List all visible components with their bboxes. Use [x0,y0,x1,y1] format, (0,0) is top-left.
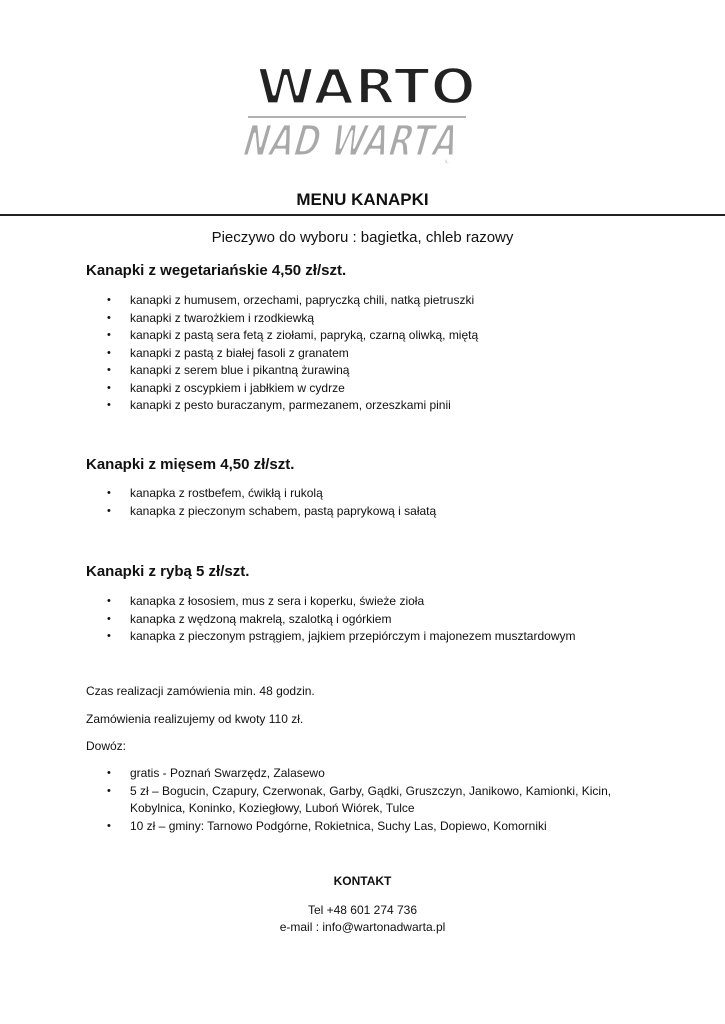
logo-top-text: WARTO [256,58,476,117]
list-item: • kanapka z pieczonym pstrągiem, jajkiem przepiórczym i majonezem musztardowym [0,628,620,646]
list-item: • kanapka z łososiem, mus z sera i koperku, świeże zioła [0,593,620,611]
contact-phone: Tel +48 601 274 736 [307,903,418,917]
section-title-meat: Kanapki z mięsem 4,50 zł/szt. [86,456,295,473]
vegetarian-list [0,292,620,415]
list-item: • kanapki z pastą z białej fasoli z granatem [0,345,620,363]
list-item: • 10 zł – gminy: Tarnowo Podgórne, Rokietnica, Suchy Las, Dopiewo, Komorniki [0,818,620,836]
section-title-fish: Kanapki z rybą 5 zł/szt. [86,563,250,580]
delivery-list [0,765,620,835]
list-item: • kanapka z pieczonym schabem, pastą paprykową i sałatą [0,503,620,521]
list-item: • gratis - Poznań Swarzędz, Zalasewo [0,765,620,783]
list-item: • kanapka z rostbefem, ćwikłą i rukolą [0,485,620,503]
list-item: • kanapki z humusem, orzechami, papryczką chili, natką pietruszki [0,292,620,310]
list-item: • kanapki z serem blue i pikantną żurawiną [0,362,620,380]
list-item: • kanapki z twarożkiem i rzodkiewką [0,310,620,328]
list-item: • kanapki z pesto buraczanym, parmezanem, orzeszkami pinii [0,397,620,415]
contact-email: e-mail : info@wartonadwarta.pl [279,920,446,934]
lead-time-note: Czas realizacji zamówienia min. 48 godzin. [86,684,315,698]
section-title-vegetarian: Kanapki z wegetariańskie 4,50 zł/szt. [86,262,347,279]
page-title: MENU KANAPKI [296,190,429,209]
list-item: • kanapki z oscypkiem i jabłkiem w cydrze [0,380,620,398]
list-item: • kanapki z pastą sera fetą z ziołami, papryką, czarną oliwką, miętą [0,327,620,345]
logo-bottom-text: NAD WARTĄ [236,114,551,167]
title-divider [0,214,725,216]
meat-list [0,485,620,520]
delivery-label: Dowóz: [86,739,127,753]
minimum-order-note: Zamówienia realizujemy od kwoty 110 zł. [86,712,304,726]
contact-title: KONTAKT [333,874,392,888]
warto-nad-warta-logo [236,54,551,167]
fish-list [0,593,620,646]
bread-choice-subtitle: Pieczywo do wyboru : bagietka, chleb razowy [211,229,514,246]
list-item: • 5 zł – Bogucin, Czapury, Czerwonak, Garby, Gądki, Gruszczyn, Janikowo, Kamionki, Kicin, Kobylnica, Koninko, Koziegłowy, Luboń Wiórek, Tulce [0,783,620,818]
list-item: • kanapka z wędzoną makrelą, szalotką i ogórkiem [0,611,620,629]
